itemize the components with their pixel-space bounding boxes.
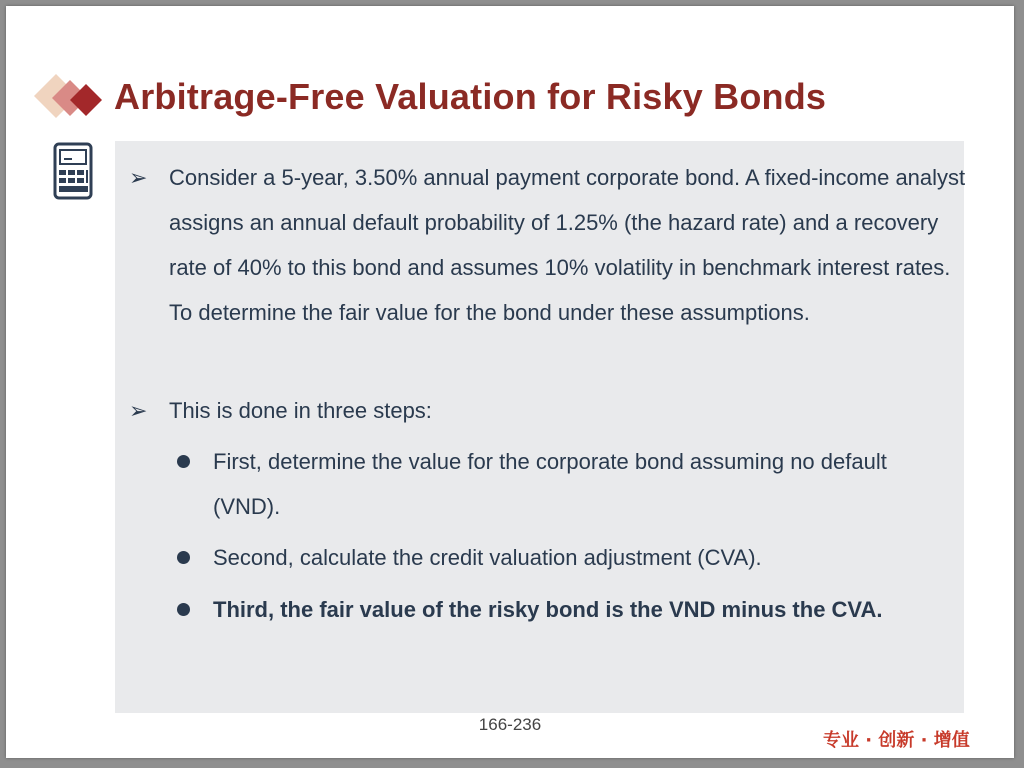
slide xyxy=(6,6,1014,758)
arrow-bullet-icon: ➢ xyxy=(129,165,148,190)
diamond-logo-icon xyxy=(34,72,114,128)
calculator-icon xyxy=(53,142,93,200)
bullet-dot-icon xyxy=(177,603,190,616)
slogan: 专业 · 创新 · 增值 xyxy=(823,730,970,751)
page-number: 166-236 xyxy=(478,715,542,734)
arrow-bullet-icon: ➢ xyxy=(129,398,148,423)
page-title: Arbitrage-Free Valuation for Risky Bonds xyxy=(114,76,827,117)
step-text: Second, calculate the credit valuation adjustment (CVA). xyxy=(213,545,762,570)
bullet-text: This is done in three steps: xyxy=(169,398,432,423)
step-text: Third, the fair value of the risky bond is the VND minus the CVA. xyxy=(213,597,883,622)
step-text: First, determine the value for the corporate bond assuming no default (VND). xyxy=(213,449,887,519)
bullet-dot-icon xyxy=(177,455,190,468)
content-panel xyxy=(115,141,964,713)
bullet-dot-icon xyxy=(177,551,190,564)
bullet-text: Consider a 5-year, 3.50% annual payment corporate bond. A fixed-income analyst assigns an annual default probability of 1.25% (the hazard rate) and a recovery rate of 40% to this bond and assumes 10% volatility in benchmark interest rates. To determine the fair value for the bond under these assumptions. xyxy=(169,165,966,325)
